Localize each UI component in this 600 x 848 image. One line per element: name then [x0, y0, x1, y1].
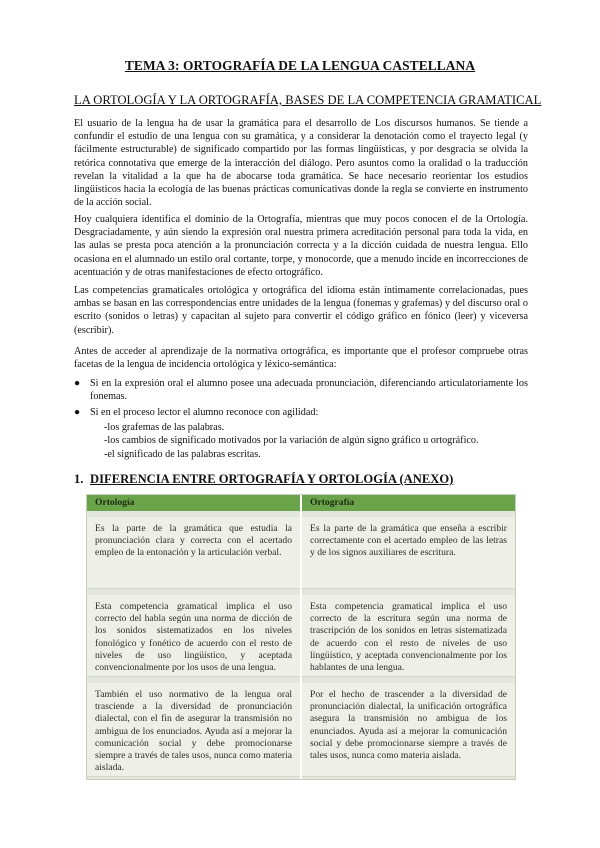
table-cell: Esta competencia gramatical implica el uso correcto del habla según una norma de dicción de los sonidos sistematizados en los niveles fonológico y fonético de acuerdo con el resto de niveles de uso lingüístico, y aceptada convencionalmente por los usos de una lengua.	[87, 595, 300, 677]
table-divider	[300, 495, 302, 779]
table-cell: Por el hecho de trascender a la diversidad de pronunciación dialectal, la unificación ortográfica asegura la transmisión no ambigua de los enunciados. Ayuda así a mejorar la comunicación social y debe promocionarse siempre a través de tales usos, nunca como materia aislada.	[302, 683, 515, 777]
table-cell: También el uso normativo de la lengua oral trasciende a la diversidad de pronunciación dialectal, con el fin de asegurar la transmisión no ambigua de los enunciados. Ayuda así a mejorar la comunicación social y debe promocionarse siempre a través de tales usos, nunca como materia aislada.	[87, 683, 300, 777]
comparison-table	[86, 494, 516, 780]
section-subtitle: LA ORTOLOGÍA Y LA ORTOGRAFÍA, BASES DE LA COMPETENCIA GRAMATICAL	[74, 93, 542, 107]
section-heading	[74, 472, 453, 487]
paragraph-2: Hoy cualquiera identifica el dominio de la Ortografía, mientras que muy pocos conocen el de la Ortología. Desgraciadamente, y aún siendo la expresión oral nuestra primera acreditación personal para toda la vida, en las aulas se presta poca atención a la pronunciación correcta y a la dicción cuidada de nuestra lengua. Ello ocasiona en el alumnado un estilo oral cortante, torpe, y monocorde, que a menudo incide en incorrecciones de acentuación y de otras manifestaciones de efecto ortográfico.	[74, 214, 528, 278]
table-header-ortologia: Ortología	[87, 495, 300, 511]
section-number: 1.	[74, 472, 84, 486]
bullet-icon: ●	[74, 378, 81, 389]
section-label: DIFERENCIA ENTRE ORTOGRAFÍA Y ORTOLOGÍA (ANEXO)	[90, 472, 454, 486]
bullet-text: Si en el proceso lector el alumno reconoce con agilidad:	[90, 407, 319, 418]
table-cell: Es la parte de la gramática que enseña a escribir correctamente con el acertado empleo de las letras y de los signos auxiliares de escritura.	[302, 517, 515, 589]
table-header-ortografia: Ortografía	[302, 495, 515, 511]
paragraph-3: Las competencias gramaticales ortológica y ortográfica del idioma están íntimamente correlacionadas, pues ambas se basan en las correspondencias entre unidades de la lengua (fonemas y grafemas) y del discurso oral o escrito (sonidos o letras) y capacitan al sujeto para convertir el código gráfico en fónico (leer) y viceversa (escribir).	[74, 285, 528, 336]
sub-list	[104, 421, 524, 461]
table-cell: Es la parte de la gramática que estudia la pronunciación clara y correcta con el acertado empleo de la entonación y la articulación verbal.	[87, 517, 300, 589]
sub-list-item: -los grafemas de las palabras.	[104, 422, 225, 433]
page-title: TEMA 3: ORTOGRAFÍA DE LA LENGUA CASTELLANA	[124, 58, 476, 73]
paragraph-1: El usuario de la lengua ha de usar la gramática para el desarrollo de Los discursos humanos. Se tiende a confundir el estudio de una lengua con su gramática, y a considerar la denotación como el trayecto legal (y fácilmente estructurable) de significado compartido por las formas lingüísticas, y por desgracia se olvida la retórica connotativa que emerge de la interacción del diálogo. Pero asuntos como la oralidad o la traducción revelan la vitalidad a la que ha de abocarse toda gramática. Se hace necesario reorientar los estudios lingüísticos hacia la ecología de las buenas prácticas comunicativas donde la regla se convierte en instrumento de la acción social.	[74, 118, 528, 209]
table-cell: Esta competencia gramatical implica el uso correcto de la escritura según una norma de trascripción de los sonidos en letras sistematizada de acuerdo con el resto de niveles de uso lingüístico, y aceptada convencionalmente por los hablantes de una lengua.	[302, 595, 515, 677]
sub-list-item: -el significado de las palabras escritas.	[104, 448, 261, 460]
paragraph-4: Antes de acceder al aprendizaje de la normativa ortográfica, es importante que el profesor compruebe otras facetas de la lengua de incidencia ortológica y léxico-semántica:	[74, 346, 528, 371]
bullet-text: Si en la expresión oral el alumno posee una adecuada pronunciación, diferenciando articulatoriamente los fonemas.	[90, 378, 528, 403]
sub-list-item: -los cambios de significado motivados por la variación de algún signo gráfico u ortográfico.	[104, 435, 479, 447]
bullet-icon: ●	[74, 407, 81, 418]
